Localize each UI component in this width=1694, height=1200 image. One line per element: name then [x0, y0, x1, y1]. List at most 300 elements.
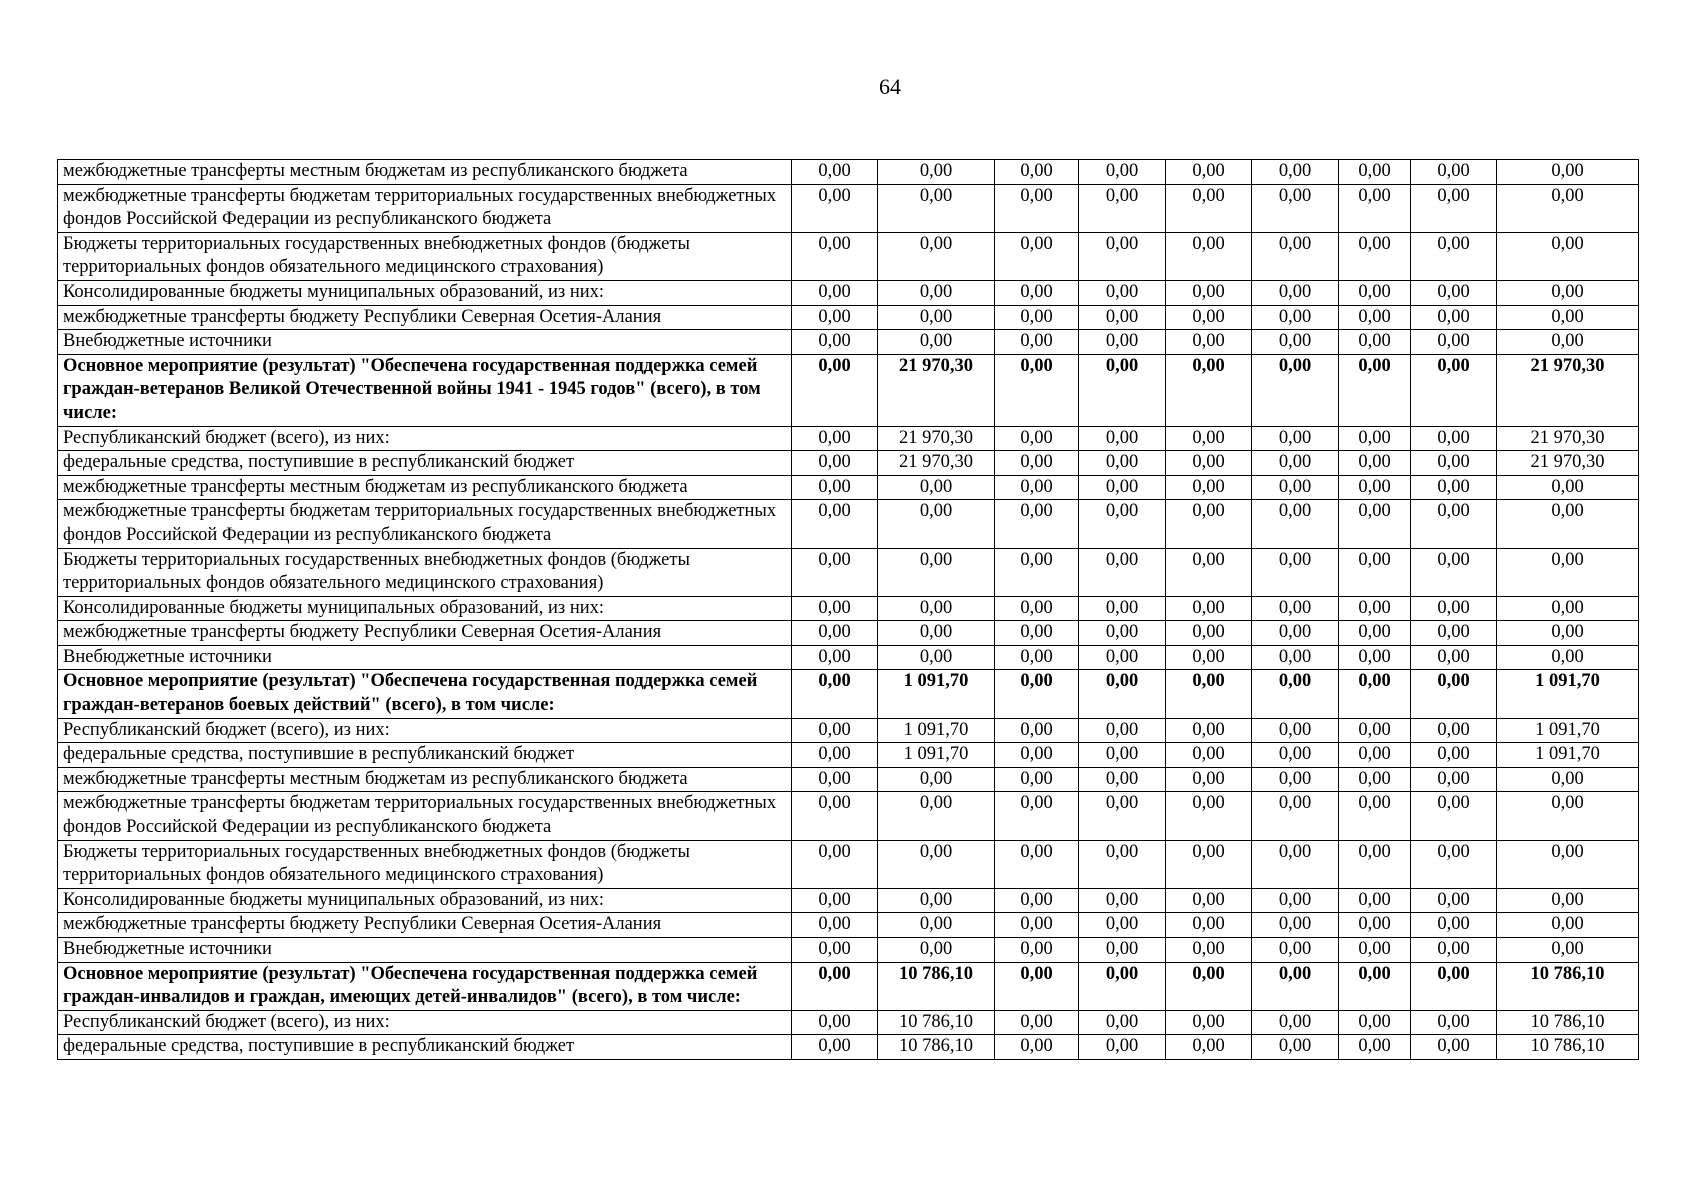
value-cell: 0,00	[792, 330, 878, 355]
value-cell: 0,00	[1079, 840, 1166, 888]
value-cell: 0,00	[1252, 888, 1339, 913]
value-cell: 1 091,70	[878, 718, 995, 743]
table-row	[58, 548, 1639, 596]
value-cell: 0,00	[792, 475, 878, 500]
value-cell: 0,00	[995, 913, 1079, 938]
value-cell: 0,00	[1252, 354, 1339, 426]
value-cell: 0,00	[792, 232, 878, 280]
value-cell: 0,00	[1411, 548, 1497, 596]
value-cell: 0,00	[1166, 184, 1252, 232]
value-cell: 0,00	[1079, 962, 1166, 1010]
value-cell: 0,00	[1339, 792, 1411, 840]
value-cell: 0,00	[1079, 548, 1166, 596]
value-cell: 0,00	[1339, 621, 1411, 646]
table-row	[58, 621, 1639, 646]
value-cell: 0,00	[1339, 767, 1411, 792]
value-cell: 0,00	[878, 280, 995, 305]
value-cell: 0,00	[1339, 718, 1411, 743]
value-cell: 0,00	[1339, 670, 1411, 718]
value-cell: 0,00	[1166, 621, 1252, 646]
value-cell: 0,00	[1166, 305, 1252, 330]
value-cell: 0,00	[1411, 670, 1497, 718]
value-cell: 0,00	[1497, 500, 1639, 548]
value-cell: 0,00	[995, 330, 1079, 355]
value-cell: 0,00	[878, 621, 995, 646]
value-cell: 0,00	[1339, 305, 1411, 330]
value-cell: 0,00	[878, 475, 995, 500]
value-cell: 1 091,70	[1497, 743, 1639, 768]
value-cell: 0,00	[792, 743, 878, 768]
value-cell: 0,00	[878, 330, 995, 355]
value-cell: 0,00	[1252, 767, 1339, 792]
value-cell: 0,00	[1079, 354, 1166, 426]
value-cell: 0,00	[995, 621, 1079, 646]
value-cell: 0,00	[995, 1010, 1079, 1035]
value-cell: 0,00	[1252, 743, 1339, 768]
value-cell: 0,00	[1497, 596, 1639, 621]
row-label-cell: Основное мероприятие (результат) "Обеспечена государственная поддержка семей граждан-ветеранов Великой Отечественной войны 1941 - 1945 годов" (всего), в том числе:	[58, 354, 792, 426]
value-cell: 0,00	[1166, 962, 1252, 1010]
value-cell: 0,00	[1497, 645, 1639, 670]
value-cell: 0,00	[1497, 767, 1639, 792]
value-cell: 0,00	[1166, 160, 1252, 185]
value-cell: 0,00	[1497, 160, 1639, 185]
row-label-cell: Консолидированные бюджеты муниципальных образований, из них:	[58, 596, 792, 621]
value-cell: 0,00	[995, 354, 1079, 426]
value-cell: 0,00	[1252, 232, 1339, 280]
value-cell: 0,00	[1497, 548, 1639, 596]
value-cell: 0,00	[1339, 840, 1411, 888]
value-cell: 0,00	[1252, 840, 1339, 888]
value-cell: 0,00	[792, 596, 878, 621]
budget-table	[57, 159, 1639, 1060]
row-label-cell: межбюджетные трансферты бюджету Республики Северная Осетия-Алания	[58, 913, 792, 938]
value-cell: 0,00	[1166, 280, 1252, 305]
value-cell: 0,00	[1252, 426, 1339, 451]
row-label-cell: межбюджетные трансферты бюджетам территориальных государственных внебюджетных фондов Российской Федерации из республиканского бюджета	[58, 184, 792, 232]
value-cell: 0,00	[1339, 888, 1411, 913]
table-row	[58, 596, 1639, 621]
value-cell: 0,00	[1411, 184, 1497, 232]
value-cell: 0,00	[1252, 718, 1339, 743]
value-cell: 0,00	[1411, 938, 1497, 963]
row-label-cell: межбюджетные трансферты бюджетам территориальных государственных внебюджетных фондов Российской Федерации из республиканского бюджета	[58, 792, 792, 840]
row-label-cell: Бюджеты территориальных государственных внебюджетных фондов (бюджеты территориальных фондов обязательного медицинского страхования)	[58, 840, 792, 888]
value-cell: 0,00	[1497, 475, 1639, 500]
value-cell: 0,00	[1166, 743, 1252, 768]
row-label-cell: Основное мероприятие (результат) "Обеспечена государственная поддержка семей граждан-инвалидов и граждан, имеющих детей-инвалидов" (всего), в том числе:	[58, 962, 792, 1010]
table-row	[58, 718, 1639, 743]
row-label-cell: межбюджетные трансферты местным бюджетам из республиканского бюджета	[58, 160, 792, 185]
value-cell: 0,00	[1252, 670, 1339, 718]
row-label-cell: Республиканский бюджет (всего), из них:	[58, 718, 792, 743]
table-row	[58, 232, 1639, 280]
value-cell: 0,00	[1166, 451, 1252, 476]
value-cell: 0,00	[1166, 475, 1252, 500]
value-cell: 0,00	[1339, 743, 1411, 768]
value-cell: 0,00	[1079, 232, 1166, 280]
value-cell: 0,00	[878, 160, 995, 185]
value-cell: 0,00	[878, 548, 995, 596]
value-cell: 0,00	[1166, 913, 1252, 938]
table-row	[58, 500, 1639, 548]
value-cell: 0,00	[792, 913, 878, 938]
table-row	[58, 475, 1639, 500]
value-cell: 0,00	[792, 305, 878, 330]
value-cell: 0,00	[995, 645, 1079, 670]
value-cell: 1 091,70	[878, 670, 995, 718]
value-cell: 0,00	[792, 451, 878, 476]
value-cell: 0,00	[1079, 596, 1166, 621]
value-cell: 0,00	[1411, 426, 1497, 451]
value-cell: 0,00	[878, 184, 995, 232]
value-cell: 0,00	[1411, 888, 1497, 913]
value-cell: 0,00	[878, 840, 995, 888]
value-cell: 0,00	[1166, 330, 1252, 355]
budget-table-container	[57, 159, 1638, 1060]
value-cell: 0,00	[1411, 232, 1497, 280]
row-label-cell: межбюджетные трансферты бюджетам территориальных государственных внебюджетных фондов Российской Федерации из республиканского бюджета	[58, 500, 792, 548]
row-label-cell: межбюджетные трансферты местным бюджетам из республиканского бюджета	[58, 475, 792, 500]
value-cell: 0,00	[792, 621, 878, 646]
value-cell: 0,00	[1166, 354, 1252, 426]
value-cell: 0,00	[1497, 621, 1639, 646]
value-cell: 10 786,10	[878, 1010, 995, 1035]
value-cell: 0,00	[1497, 792, 1639, 840]
value-cell: 0,00	[1166, 1010, 1252, 1035]
value-cell: 0,00	[995, 451, 1079, 476]
page-number: 64	[879, 74, 901, 99]
value-cell: 0,00	[1252, 938, 1339, 963]
row-label-cell: Консолидированные бюджеты муниципальных образований, из них:	[58, 888, 792, 913]
value-cell: 0,00	[1497, 184, 1639, 232]
value-cell: 0,00	[1252, 280, 1339, 305]
value-cell: 0,00	[1166, 767, 1252, 792]
value-cell: 0,00	[1339, 1010, 1411, 1035]
value-cell: 0,00	[792, 718, 878, 743]
value-cell: 0,00	[1411, 962, 1497, 1010]
value-cell: 0,00	[995, 160, 1079, 185]
table-row	[58, 1035, 1639, 1060]
value-cell: 0,00	[1411, 305, 1497, 330]
value-cell: 1 091,70	[1497, 718, 1639, 743]
value-cell: 0,00	[995, 670, 1079, 718]
value-cell: 0,00	[1166, 548, 1252, 596]
value-cell: 0,00	[792, 184, 878, 232]
table-row	[58, 888, 1639, 913]
row-label-cell: федеральные средства, поступившие в республиканский бюджет	[58, 1035, 792, 1060]
value-cell: 0,00	[1252, 548, 1339, 596]
value-cell: 0,00	[878, 938, 995, 963]
value-cell: 0,00	[1497, 840, 1639, 888]
value-cell: 1 091,70	[1497, 670, 1639, 718]
value-cell: 0,00	[1339, 354, 1411, 426]
value-cell: 0,00	[1166, 500, 1252, 548]
value-cell: 0,00	[1339, 160, 1411, 185]
value-cell: 0,00	[792, 354, 878, 426]
row-label-cell: межбюджетные трансферты бюджету Республики Северная Осетия-Алания	[58, 621, 792, 646]
value-cell: 0,00	[995, 792, 1079, 840]
value-cell: 21 970,30	[1497, 451, 1639, 476]
value-cell: 0,00	[1411, 767, 1497, 792]
value-cell: 0,00	[1252, 330, 1339, 355]
value-cell: 0,00	[1079, 913, 1166, 938]
value-cell: 0,00	[995, 305, 1079, 330]
value-cell: 0,00	[1339, 938, 1411, 963]
row-label-cell: Бюджеты территориальных государственных внебюджетных фондов (бюджеты территориальных фондов обязательного медицинского страхования)	[58, 548, 792, 596]
row-label-cell: Внебюджетные источники	[58, 645, 792, 670]
value-cell: 0,00	[995, 426, 1079, 451]
value-cell: 0,00	[1339, 475, 1411, 500]
table-row	[58, 451, 1639, 476]
value-cell: 0,00	[1079, 330, 1166, 355]
value-cell: 0,00	[1411, 475, 1497, 500]
value-cell: 0,00	[1339, 1035, 1411, 1060]
value-cell: 0,00	[792, 426, 878, 451]
value-cell: 10 786,10	[1497, 962, 1639, 1010]
value-cell: 0,00	[995, 767, 1079, 792]
value-cell: 0,00	[1411, 1010, 1497, 1035]
value-cell: 0,00	[792, 160, 878, 185]
value-cell: 0,00	[1252, 962, 1339, 1010]
value-cell: 0,00	[1166, 596, 1252, 621]
row-label-cell: Внебюджетные источники	[58, 330, 792, 355]
value-cell: 0,00	[995, 475, 1079, 500]
value-cell: 0,00	[1339, 596, 1411, 621]
value-cell: 0,00	[1411, 160, 1497, 185]
table-row	[58, 743, 1639, 768]
value-cell: 0,00	[1339, 426, 1411, 451]
value-cell: 0,00	[1079, 645, 1166, 670]
value-cell: 0,00	[995, 232, 1079, 280]
value-cell: 0,00	[1339, 184, 1411, 232]
value-cell: 0,00	[792, 767, 878, 792]
table-row-main-activity	[58, 670, 1639, 718]
value-cell: 0,00	[878, 913, 995, 938]
value-cell: 0,00	[1166, 938, 1252, 963]
value-cell: 0,00	[1411, 1035, 1497, 1060]
table-row	[58, 792, 1639, 840]
value-cell: 0,00	[792, 888, 878, 913]
value-cell: 21 970,30	[1497, 426, 1639, 451]
table-row	[58, 305, 1639, 330]
value-cell: 0,00	[1411, 621, 1497, 646]
value-cell: 0,00	[1252, 1010, 1339, 1035]
value-cell: 0,00	[1411, 500, 1497, 548]
value-cell: 0,00	[995, 743, 1079, 768]
value-cell: 0,00	[1252, 475, 1339, 500]
table-row	[58, 160, 1639, 185]
value-cell: 0,00	[1339, 500, 1411, 548]
value-cell: 0,00	[1252, 500, 1339, 548]
value-cell: 0,00	[1411, 354, 1497, 426]
value-cell: 0,00	[878, 888, 995, 913]
value-cell: 0,00	[792, 792, 878, 840]
value-cell: 0,00	[1079, 184, 1166, 232]
value-cell: 10 786,10	[878, 1035, 995, 1060]
value-cell: 0,00	[792, 500, 878, 548]
value-cell: 0,00	[1079, 743, 1166, 768]
row-label-cell: Консолидированные бюджеты муниципальных образований, из них:	[58, 280, 792, 305]
value-cell: 0,00	[792, 1010, 878, 1035]
row-label-cell: Республиканский бюджет (всего), из них:	[58, 1010, 792, 1035]
value-cell: 0,00	[1079, 718, 1166, 743]
value-cell: 0,00	[995, 840, 1079, 888]
value-cell: 0,00	[1411, 913, 1497, 938]
value-cell: 0,00	[792, 645, 878, 670]
value-cell: 10 786,10	[1497, 1010, 1639, 1035]
value-cell: 0,00	[1252, 451, 1339, 476]
value-cell: 0,00	[1079, 888, 1166, 913]
table-row	[58, 1010, 1639, 1035]
table-row	[58, 938, 1639, 963]
value-cell: 0,00	[1252, 621, 1339, 646]
value-cell: 0,00	[1339, 962, 1411, 1010]
value-cell: 0,00	[1166, 1035, 1252, 1060]
value-cell: 0,00	[995, 184, 1079, 232]
value-cell: 0,00	[792, 962, 878, 1010]
value-cell: 0,00	[1079, 500, 1166, 548]
value-cell: 10 786,10	[1497, 1035, 1639, 1060]
value-cell: 0,00	[1252, 305, 1339, 330]
value-cell: 0,00	[878, 305, 995, 330]
value-cell: 21 970,30	[878, 451, 995, 476]
value-cell: 0,00	[1252, 913, 1339, 938]
value-cell: 0,00	[1166, 718, 1252, 743]
table-row-main-activity	[58, 962, 1639, 1010]
value-cell: 0,00	[1252, 184, 1339, 232]
value-cell: 0,00	[1252, 1035, 1339, 1060]
value-cell: 0,00	[1411, 718, 1497, 743]
value-cell: 0,00	[1339, 548, 1411, 596]
value-cell: 21 970,30	[878, 354, 995, 426]
value-cell: 0,00	[1166, 426, 1252, 451]
value-cell: 0,00	[1252, 160, 1339, 185]
value-cell: 0,00	[1252, 792, 1339, 840]
value-cell: 10 786,10	[878, 962, 995, 1010]
table-row-main-activity	[58, 354, 1639, 426]
value-cell: 0,00	[1166, 888, 1252, 913]
value-cell: 0,00	[1411, 596, 1497, 621]
value-cell: 0,00	[1166, 670, 1252, 718]
value-cell: 0,00	[1079, 621, 1166, 646]
value-cell: 0,00	[1411, 330, 1497, 355]
value-cell: 0,00	[1339, 280, 1411, 305]
value-cell: 0,00	[1411, 743, 1497, 768]
table-row	[58, 184, 1639, 232]
table-row	[58, 280, 1639, 305]
value-cell: 0,00	[1166, 232, 1252, 280]
value-cell: 0,00	[792, 1035, 878, 1060]
value-cell: 0,00	[1079, 305, 1166, 330]
value-cell: 0,00	[1497, 913, 1639, 938]
value-cell: 0,00	[995, 548, 1079, 596]
value-cell: 0,00	[792, 548, 878, 596]
value-cell: 0,00	[1339, 232, 1411, 280]
table-row	[58, 840, 1639, 888]
table-row	[58, 767, 1639, 792]
value-cell: 0,00	[1252, 645, 1339, 670]
row-label-cell: федеральные средства, поступившие в республиканский бюджет	[58, 451, 792, 476]
value-cell: 0,00	[1252, 596, 1339, 621]
value-cell: 0,00	[1079, 938, 1166, 963]
value-cell: 0,00	[1339, 913, 1411, 938]
value-cell: 0,00	[1497, 888, 1639, 913]
value-cell: 0,00	[995, 596, 1079, 621]
table-row	[58, 330, 1639, 355]
row-label-cell: Основное мероприятие (результат) "Обеспечена государственная поддержка семей граждан-ветеранов боевых действий" (всего), в том числе:	[58, 670, 792, 718]
value-cell: 0,00	[792, 840, 878, 888]
value-cell: 0,00	[1497, 330, 1639, 355]
value-cell: 0,00	[1339, 451, 1411, 476]
row-label-cell: межбюджетные трансферты местным бюджетам из республиканского бюджета	[58, 767, 792, 792]
value-cell: 0,00	[1339, 645, 1411, 670]
value-cell: 0,00	[1166, 645, 1252, 670]
value-cell: 0,00	[1411, 840, 1497, 888]
value-cell: 0,00	[995, 1035, 1079, 1060]
row-label-cell: Внебюджетные источники	[58, 938, 792, 963]
value-cell: 0,00	[1166, 840, 1252, 888]
value-cell: 0,00	[995, 938, 1079, 963]
value-cell: 0,00	[1079, 1035, 1166, 1060]
value-cell: 0,00	[995, 500, 1079, 548]
value-cell: 0,00	[878, 596, 995, 621]
table-body	[58, 160, 1639, 1060]
value-cell: 0,00	[878, 767, 995, 792]
value-cell: 0,00	[792, 670, 878, 718]
value-cell: 21 970,30	[878, 426, 995, 451]
value-cell: 0,00	[1079, 160, 1166, 185]
value-cell: 0,00	[878, 645, 995, 670]
value-cell: 0,00	[1411, 280, 1497, 305]
value-cell: 0,00	[1497, 280, 1639, 305]
value-cell: 0,00	[1411, 645, 1497, 670]
value-cell: 0,00	[792, 938, 878, 963]
value-cell: 0,00	[995, 718, 1079, 743]
value-cell: 1 091,70	[878, 743, 995, 768]
value-cell: 0,00	[1079, 280, 1166, 305]
value-cell: 0,00	[1411, 451, 1497, 476]
value-cell: 0,00	[1339, 330, 1411, 355]
row-label-cell: Бюджеты территориальных государственных внебюджетных фондов (бюджеты территориальных фондов обязательного медицинского страхования)	[58, 232, 792, 280]
value-cell: 0,00	[792, 280, 878, 305]
table-row	[58, 645, 1639, 670]
value-cell: 21 970,30	[1497, 354, 1639, 426]
table-row	[58, 426, 1639, 451]
value-cell: 0,00	[1079, 670, 1166, 718]
value-cell: 0,00	[878, 792, 995, 840]
value-cell: 0,00	[995, 962, 1079, 1010]
value-cell: 0,00	[1166, 792, 1252, 840]
value-cell: 0,00	[1497, 232, 1639, 280]
value-cell: 0,00	[1497, 938, 1639, 963]
value-cell: 0,00	[878, 232, 995, 280]
value-cell: 0,00	[1079, 767, 1166, 792]
value-cell: 0,00	[995, 888, 1079, 913]
value-cell: 0,00	[1079, 1010, 1166, 1035]
value-cell: 0,00	[995, 280, 1079, 305]
value-cell: 0,00	[1079, 426, 1166, 451]
value-cell: 0,00	[1079, 451, 1166, 476]
row-label-cell: федеральные средства, поступившие в республиканский бюджет	[58, 743, 792, 768]
table-row	[58, 913, 1639, 938]
value-cell: 0,00	[878, 500, 995, 548]
row-label-cell: межбюджетные трансферты бюджету Республики Северная Осетия-Алания	[58, 305, 792, 330]
value-cell: 0,00	[1079, 475, 1166, 500]
value-cell: 0,00	[1079, 792, 1166, 840]
row-label-cell: Республиканский бюджет (всего), из них:	[58, 426, 792, 451]
value-cell: 0,00	[1411, 792, 1497, 840]
